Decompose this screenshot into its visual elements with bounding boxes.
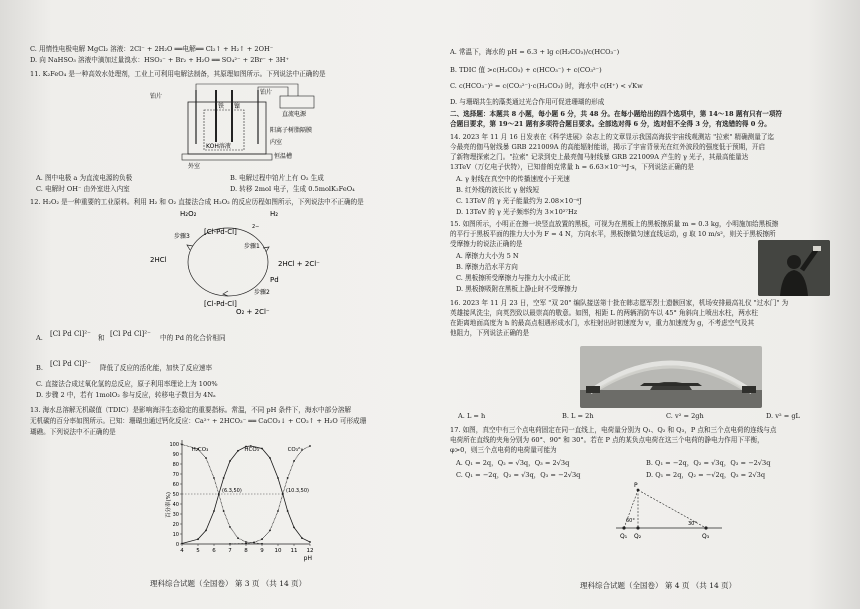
data-point <box>261 538 263 540</box>
series-label: H₂CO₃ <box>191 447 209 453</box>
q17-angle-60: 60° <box>626 518 635 524</box>
series-label: HCO₃⁻ <box>244 447 262 453</box>
data-point <box>269 530 271 532</box>
q11-option-c: C. 电解时 OH⁻ 由外室进入内室 <box>36 185 130 193</box>
data-point <box>229 543 231 545</box>
q11-label-ni: 镍 <box>234 103 241 110</box>
q10-option-c: C. 用惰性电极电解 MgCl₂ 溶液：2Cl⁻ + 2H₂O ══电解══ Cl₂↑ + H₂↑ + 2OH⁻ <box>30 45 274 53</box>
q16-option-b: B. L = 2h <box>562 412 594 420</box>
data-point <box>229 526 231 528</box>
q14-stem-line-4: 13TeV（万亿电子伏特），已知普朗克常量 h = 6.63×10⁻³⁴J·s，下列说法正确的是 <box>450 163 695 171</box>
annotation-point-1: (6.3,50) <box>222 488 242 494</box>
data-point <box>181 543 183 545</box>
q12-2hcl-label: 2HCl <box>150 256 167 264</box>
section-2-instruction-line-2: 合题目要求，第 19～21 题有多项符合题目要求。全部选对得 6 分，选对但不全得 3 分，有选错的得 0 分。 <box>450 120 771 128</box>
q12-option-b-complex: [Cl Pd Cl]²⁻ <box>50 360 91 368</box>
x-tick-label: 4 <box>180 548 184 554</box>
series-line-1 <box>182 446 310 544</box>
exam-page-3 <box>30 40 435 600</box>
y-tick-label: 10 <box>172 531 179 538</box>
q13-stem-line-3: 瑚礁。下列说法中不正确的是 <box>30 428 116 436</box>
q11-option-d: D. 转移 2mol 电子，生成 0.5molK₂FeO₄ <box>230 185 355 193</box>
q14-stem-line-1: 14. 2023 年 11 月 16 日发表在《科学进展》杂志上的文章显示我国高海拔宇宙线观测站 "拉索" 精确测量了迄 <box>450 133 775 141</box>
exam-page-4 <box>450 40 845 600</box>
q13-option-b: B. TDIC 值 >c(H₂CO₃) + c(HCO₃⁻) + c(CO₃²⁻) <box>450 66 602 74</box>
series-line-2 <box>230 446 310 544</box>
q11-label-koh: KOH溶液 <box>206 143 231 150</box>
data-point <box>229 460 231 462</box>
q12-option-a-and: 和 <box>98 334 105 342</box>
q13-stem-line-2: 无机碳的百分率如图所示。已知：珊瑚虫通过钙化反应：Ca²⁺ + 2HCO₃⁻ ══ CaCO₃↓ + CO₂↑ + H₂O 可形成珊 <box>30 417 367 425</box>
x-tick-label: 10 <box>274 548 282 554</box>
q16-stem-line-4: 他阻力，下列说法正确的是 <box>450 329 530 337</box>
q17-option-d: D. Q₁ = 2q，Q₂ = −√2q，Q₃ = 2√3q <box>646 471 766 479</box>
data-point <box>213 477 215 479</box>
q12-2hcl-2cl-label: 2HCl + 2Cl⁻ <box>278 260 320 268</box>
q17-option-c: C. Q₁ = −2q，Q₂ = √3q，Q₃ = −2√3q <box>456 471 581 479</box>
q12-option-a-complex-2: [Cl Pd Cl]²⁻ <box>110 330 151 338</box>
q11-label-pt-left: 铂片 <box>150 93 163 100</box>
y-tick-label: 40 <box>172 501 179 508</box>
q16-option-a: A. L = h <box>458 412 486 420</box>
q12-option-a-complex-1: [Cl Pd Cl]²⁻ <box>50 330 91 338</box>
q11-label-membrane: 阳离子树脂隔膜 <box>270 127 313 134</box>
data-point <box>181 444 183 446</box>
y-tick-label: 20 <box>172 521 179 528</box>
q13-option-c: C. c(HCO₃⁻)² = c(CO₃²⁻)·c(H₂CO₃) 时，海水中 c(H⁺) < √Kw <box>450 82 643 90</box>
y-tick-label: 90 <box>172 451 179 458</box>
q13-option-a: A. 常温下，海水的 pH = 6.3 + lg c(H₂CO₃)/c(HCO₃⁻) <box>450 48 620 56</box>
data-point <box>237 537 239 539</box>
q17-stem-line-3: φ>0，则三个点电荷的电荷量可能为 <box>450 446 557 454</box>
q13-option-d: D. 与珊瑚共生的藻类通过光合作用可促进珊瑚的形成 <box>450 98 605 106</box>
section-2-instruction-line-1: 二、选择题：本题共 8 小题，每小题 6 分，共 48 分。在每小题给出的四个选项中，第 14～18 题有只有一项符 <box>450 110 783 118</box>
x-tick-label: 7 <box>228 548 232 554</box>
x-tick-label: 6 <box>212 548 216 554</box>
q16-option-d: D. v² = gL <box>766 412 800 420</box>
data-point <box>237 450 239 452</box>
q11-label-outer-chamber: 外室 <box>188 163 201 170</box>
q17-option-a: A. Q₁ = 2q，Q₂ = √3q，Q₃ = 2√3q <box>456 459 570 467</box>
x-tick-label: 12 <box>306 548 314 554</box>
q15-option-c: C. 黑板擦所受摩擦力与推力大小成正比 <box>456 274 571 282</box>
q11-option-b: B. 电解过程中铂片上有 O₂ 生成 <box>230 174 324 182</box>
data-point <box>282 493 284 495</box>
page-3-footer: 理科综合试题（全国卷） 第 3 页 （共 14 页） <box>150 579 307 588</box>
q14-stem-line-2: 今最亮的伽马射线暴 GRB 221009A 的高能辐射能谱，揭示了宇宙背景光在红外波段的强度低于预期，开启 <box>450 143 766 151</box>
q14-stem-line-3: 了新物理探索之门。"拉索" 记录到史上最亮伽马射线暴 GRB 221009A 产生的 γ 光子，其最高能量达 <box>450 153 749 161</box>
data-point <box>261 543 263 545</box>
y-tick-label: 100 <box>169 441 179 448</box>
q12-stem: 12. H₂O₂ 是一种重要的工业原料。利用 H₂ 和 O₂ 直接法合成 H₂O₂ 的反应历程如图所示，下列说法中不正确的是 <box>30 198 364 206</box>
q11-label-dc-source: 直流电源 <box>282 111 307 118</box>
data-point <box>197 538 199 540</box>
q14-option-c: C. 13TeV 的 γ 光子能量约为 2.08×10⁻⁶J <box>456 197 582 205</box>
q14-option-a: A. γ 射线在真空中的传播速度小于光速 <box>456 175 570 183</box>
data-point <box>309 541 311 543</box>
data-point <box>287 510 289 512</box>
svg-text:[Cl-Pd-Cl]: [Cl-Pd-Cl] <box>204 228 237 236</box>
data-point <box>309 445 311 447</box>
q15-stem-line-1: 15. 如图所示，小明正在擦一块竖直放置的黑板，可视为在黑板上的黑板擦质量 m = 0.3 kg，小明施加给黑板擦 <box>450 220 779 228</box>
data-point <box>253 542 255 544</box>
q15-option-b: B. 摩擦力沿水平方向 <box>456 263 518 271</box>
q14-option-b: B. 红外线的波长比 γ 射线短 <box>456 186 540 194</box>
q12-charge-label: 2− <box>252 224 260 230</box>
q11-stem: 11. K₂FeO₄ 是一种高效水处理剂，工业上可利用电解法制备，其原理如图所示。下列说法中正确的是 <box>30 70 326 78</box>
data-point <box>277 477 279 479</box>
q12-option-b-text: 降低了反应的活化能，加快了反应速率 <box>100 364 213 372</box>
q16-stem-line-3: 在距离地面高度为 h 的最高点相遇形成水门，水柱射出时初速度为 v，重力加速度为 g，不考虑空气及其 <box>450 319 755 327</box>
q15-option-a: A. 摩擦力大小为 5 N <box>456 252 519 260</box>
q11-option-a: A. 图中电极 a 为直流电源的负极 <box>36 174 133 182</box>
q12-pd-label: Pd <box>270 276 279 284</box>
q17-point-p: P <box>634 482 638 489</box>
x-tick-label: 11 <box>290 548 298 554</box>
q12-h2o2-label: H₂O₂ <box>180 210 197 218</box>
q16-option-c: C. v² = 2gh <box>666 412 704 420</box>
q15-option-d: D. 黑板擦吸附在黑板上静止时不受摩擦力 <box>456 285 578 293</box>
q16-stem-line-1: 16. 2023 年 11 月 23 日，空军 "双 20" 编队接送第十批在韩志愿军烈士遗骸回家，机场安排最高礼仪 "过水门" 为 <box>450 299 789 307</box>
q17-charges-geometry-diagram <box>610 482 730 542</box>
q17-option-b: B. Q₁ = −2q，Q₂ = √3q，Q₃ = −2√3q <box>646 459 771 467</box>
data-point <box>301 537 303 539</box>
q12-option-c: C. 直接法合成过氧化氢的总反应，原子利用率理论上为 100% <box>36 380 218 388</box>
page-4-footer: 理科综合试题（全国卷） 第 4 页 （共 14 页） <box>580 581 737 590</box>
series-label: CO₃²⁻ <box>287 447 304 453</box>
q11-label-inner-chamber: 内室 <box>270 139 283 146</box>
q12-option-b-letter: B. <box>36 364 43 372</box>
data-point <box>277 510 279 512</box>
q13-carbonate-distribution-chart <box>160 436 320 564</box>
data-point <box>205 530 207 532</box>
q12-option-d: D. 步骤 2 中，若有 1molO₂ 参与反应，转移电子数目为 4Nₐ <box>36 391 216 399</box>
y-tick-label: 80 <box>172 461 179 468</box>
y-tick-label: 60 <box>172 481 179 488</box>
q11-label-fe: 铁 <box>218 103 225 110</box>
q11-label-bath: 恒温槽 <box>274 153 293 160</box>
q10-option-d: D. 向 NaHSO₃ 溶液中滴加过量溴水：HSO₃⁻ + Br₂ + H₂O ══ SO₄²⁻ + 2Br⁻ + 3H⁺ <box>30 56 290 64</box>
q17-stem-line-2: 电荷所在直线的夹角分别为 60°、90° 和 30°。若在 P 点的某负点电荷在这三个电荷的静电力作用下平衡， <box>450 436 764 444</box>
q11-electrolysis-diagram <box>148 82 328 170</box>
y-tick-label: 50 <box>172 491 179 498</box>
y-tick-label: 30 <box>172 511 179 518</box>
data-point <box>205 457 207 459</box>
q17-label-q1: Q₁ <box>620 533 628 540</box>
q14-option-d: D. 13TeV 的 γ 光子频率约为 3×10²⁷Hz <box>456 208 578 216</box>
q15-stem-line-2: 的平行于黑板平面的推力大小为 F = 4 N，方向水平，黑板擦做匀速直线运动，g 取 10 m/s²，则关于黑板擦所 <box>450 230 776 238</box>
q15-stem-line-3: 受摩擦力的说法正确的是 <box>450 240 523 248</box>
x-tick-label: 5 <box>196 548 200 554</box>
q12-step2-label: 步骤2 <box>254 289 270 296</box>
q12-step3-label: 步骤3 <box>174 233 190 240</box>
q12-option-a-letter: A. <box>36 334 43 342</box>
q15-blackboard-photo <box>758 240 830 296</box>
q12-o2-label: O₂ + 2Cl⁻ <box>236 308 270 316</box>
y-axis-label: 百分率(%) <box>166 491 172 518</box>
q16-water-arch-photo <box>580 346 762 408</box>
data-point <box>245 543 247 545</box>
data-point <box>223 510 225 512</box>
data-point <box>287 477 289 479</box>
q16-stem-line-2: 英雄接风洗尘，向英烈致以最崇高的敬意。如图，相距 L 的两辆消防车以 45° 角斜向上喷出水柱，两水柱 <box>450 309 758 317</box>
q17-angle-30: 30° <box>688 521 697 527</box>
q12-h2-label: H₂ <box>270 210 279 218</box>
x-tick-label: 9 <box>260 548 264 554</box>
q11-label-pt-right: 铂片 <box>260 89 273 96</box>
q17-label-q3: Q₃ <box>702 533 710 540</box>
svg-text:[Cl-Pd-Cl]: [Cl-Pd-Cl] <box>204 300 237 308</box>
q12-reaction-cycle-diagram <box>120 208 340 316</box>
x-axis-label: pH <box>303 555 312 562</box>
annotation-point-2: (10.3,50) <box>286 488 309 494</box>
data-point <box>218 493 220 495</box>
q12-option-a-text: 中的 Pd 的化合价相同 <box>160 334 226 342</box>
q17-label-q2: Q₂ <box>634 533 642 540</box>
data-point <box>213 510 215 512</box>
data-point <box>293 527 295 529</box>
y-tick-label: 0 <box>175 541 179 548</box>
data-point <box>223 477 225 479</box>
q13-stem-line-1: 13. 海水总溶解无机碳值（TDIC）是影响海洋生态稳定的重要指标。常温，不同 pH 条件下，海水中部分溶解 <box>30 406 352 414</box>
y-tick-label: 70 <box>172 471 179 478</box>
data-point <box>293 460 295 462</box>
data-point <box>269 457 271 459</box>
q12-step1-label: 步骤1 <box>244 243 260 250</box>
x-tick-label: 8 <box>244 548 248 554</box>
q17-stem-line-1: 17. 如图，真空中有三个点电荷固定在同一直线上，电荷量分别为 Q₁、Q₂ 和 Q₃，P 点和三个点电荷的连线与点 <box>450 426 777 434</box>
